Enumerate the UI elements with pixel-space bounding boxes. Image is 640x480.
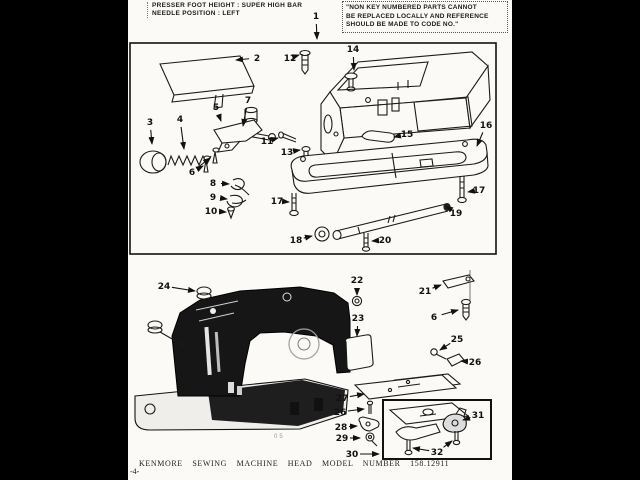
callout-leader	[221, 183, 229, 184]
screw-part-20	[362, 233, 369, 251]
callout-leader	[295, 150, 300, 151]
pin-part-11	[279, 132, 296, 142]
callout-leader	[440, 343, 450, 350]
callout-number-24: 24	[157, 282, 171, 292]
callout-number-11: 11	[260, 137, 274, 147]
callout-leader	[443, 441, 452, 447]
callout-number-6: 6	[188, 168, 196, 178]
callout-number-16: 16	[479, 121, 493, 131]
screw-part-26-lower	[367, 401, 372, 414]
callout-leader	[221, 198, 227, 199]
callout-number-1: 1	[312, 12, 320, 22]
callout-number-26: 26	[468, 358, 482, 368]
callout-number-5: 5	[212, 103, 220, 113]
callout-number-10: 10	[204, 207, 218, 217]
callout-number-7: 7	[244, 96, 252, 106]
bed-leg	[290, 402, 299, 415]
note-line: SHOULD BE MADE TO CODE NO."	[346, 21, 459, 28]
bed-leg	[314, 398, 323, 411]
callout-leader	[348, 409, 364, 411]
callout-leader	[442, 310, 458, 315]
callout-number-28: 28	[334, 423, 348, 433]
callout-number-32: 32	[430, 448, 444, 458]
screw-part-6-lower	[462, 299, 471, 320]
callout-leader	[151, 130, 152, 144]
nut-part-10	[228, 207, 235, 218]
nut-part-29	[366, 433, 377, 446]
screws-part-6	[204, 148, 219, 172]
clip-part-8	[231, 179, 249, 195]
foot-screw-17-left	[290, 193, 298, 216]
callout-number-12: 12	[283, 54, 297, 64]
callout-number-27: 27	[335, 394, 349, 404]
plate-part-28	[359, 417, 379, 431]
plate-part-23	[345, 335, 373, 370]
callout-number-25: 25	[450, 335, 464, 345]
nut-part-22	[352, 296, 361, 305]
print-artifact: 05	[274, 434, 285, 440]
callout-leader	[172, 287, 195, 291]
callout-leader	[468, 191, 471, 192]
callout-leader	[432, 285, 441, 288]
latch-part-15	[362, 131, 395, 142]
callout-number-3: 3	[146, 118, 154, 128]
callout-number-2: 2	[253, 54, 261, 64]
page-number: -4-	[130, 467, 140, 476]
spec-line-presser-foot: PRESSER FOOT HEIGHT : SUPER HIGH BAR	[152, 2, 303, 9]
callout-leader	[353, 57, 354, 70]
callout-number-6: 6	[430, 313, 438, 323]
lower-diagram	[135, 270, 491, 459]
callout-number-18: 18	[289, 236, 303, 246]
callout-number-22: 22	[350, 276, 364, 286]
callout-number-20: 20	[378, 236, 392, 246]
spec-line-needle-position: NEEDLE POSITION : LEFT	[152, 10, 240, 17]
callout-number-4: 4	[176, 115, 184, 125]
callout-number-13: 13	[280, 148, 294, 158]
screw-part-12	[300, 51, 310, 75]
callout-number-26: 26	[333, 408, 347, 418]
callout-leader	[219, 115, 221, 121]
latch-bracket-5	[214, 107, 262, 152]
slide-plates-27	[355, 374, 460, 399]
callout-number-21: 21	[418, 287, 432, 297]
callout-number-19: 19	[449, 209, 463, 219]
machine-body	[172, 287, 350, 396]
callout-number-14: 14	[346, 45, 360, 55]
callout-leader	[304, 236, 312, 238]
note-line: "NON KEY NUMBERED PARTS CANNOT	[346, 4, 477, 11]
knob-part-3	[140, 151, 166, 173]
callout-number-29: 29	[335, 434, 349, 444]
callout-number-30: 30	[345, 450, 359, 460]
lid-plate	[160, 56, 254, 108]
callout-number-17: 17	[472, 186, 486, 196]
grommet-part-18	[315, 227, 329, 241]
callout-number-9: 9	[209, 193, 217, 203]
clip-part-9	[227, 195, 246, 207]
callout-number-8: 8	[209, 179, 217, 189]
callout-leader	[316, 24, 317, 39]
note-line: BE REPLACED LOCALLY AND REFERENCE	[346, 12, 489, 20]
bar-part-21	[443, 270, 474, 300]
foot-screw-17-right	[458, 176, 466, 203]
callout-leader	[349, 426, 357, 427]
bracket-part-26	[447, 354, 464, 366]
callout-leader	[357, 326, 358, 336]
callout-number-31: 31	[471, 411, 485, 421]
hinge-part-25	[431, 349, 446, 359]
callout-number-17: 17	[270, 197, 284, 207]
callout-leader	[350, 394, 364, 397]
callout-leader	[181, 127, 184, 149]
tube-part-19	[333, 203, 451, 239]
callout-number-15: 15	[400, 130, 414, 140]
model-caption: KENMORE SEWING MACHINE HEAD MODEL NUMBER 158.12911	[139, 459, 450, 468]
upper-diagram	[130, 43, 496, 254]
callout-leader	[413, 448, 429, 451]
callout-number-23: 23	[351, 314, 365, 324]
feed-bracket	[396, 424, 440, 440]
